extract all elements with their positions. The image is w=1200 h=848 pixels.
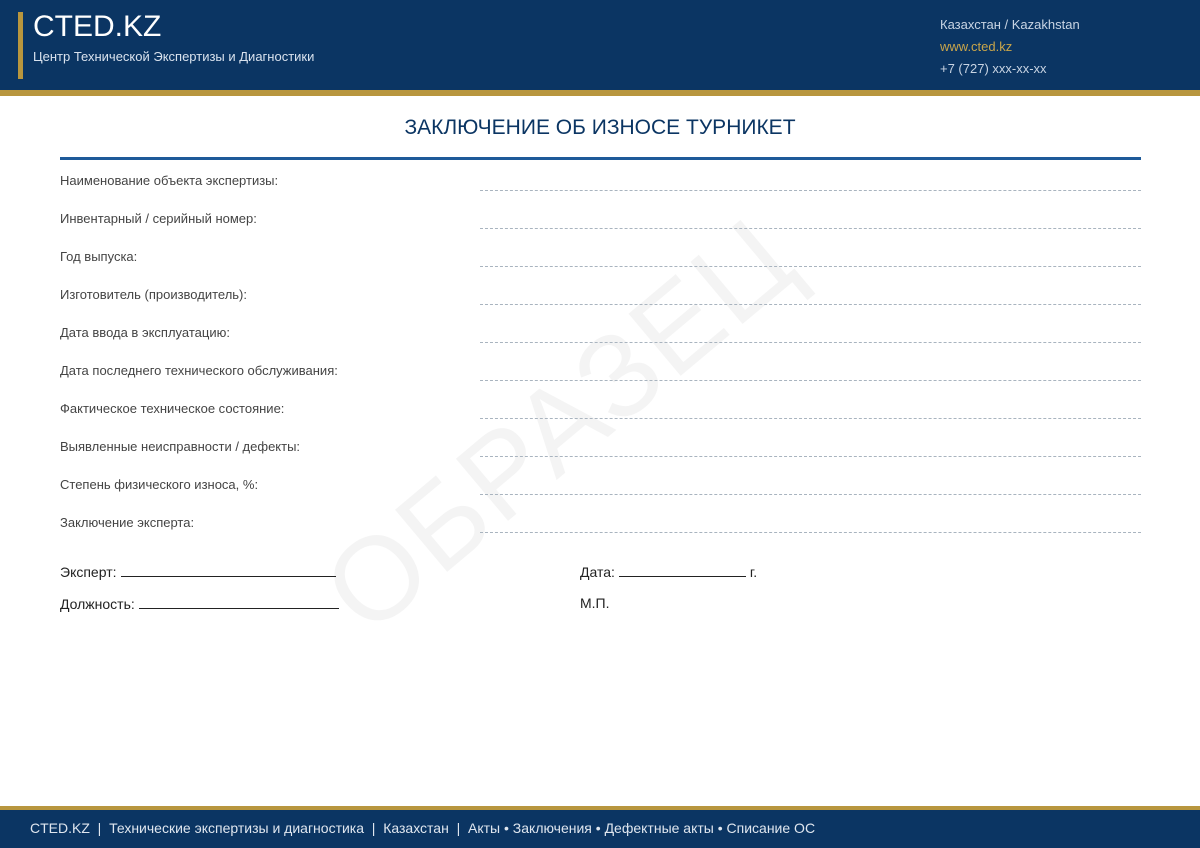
contact-country: Казахстан / Kazakhstan <box>940 17 1080 32</box>
field-fill-line[interactable] <box>480 342 1141 343</box>
contact-website[interactable]: www.cted.kz <box>940 39 1013 54</box>
field-label: Инвентарный / серийный номер: <box>60 211 257 226</box>
brand-title: CTED.KZ <box>33 10 162 43</box>
field-fill-line[interactable] <box>480 494 1141 495</box>
title-underline <box>60 157 1141 160</box>
year-suffix: г. <box>749 564 758 580</box>
stamp-place: М.П. <box>580 595 610 611</box>
position-line[interactable] <box>139 594 339 609</box>
field-label: Дата последнего технического обслуживания: <box>60 363 338 378</box>
field-fill-line[interactable] <box>480 456 1141 457</box>
date-line[interactable] <box>619 562 746 577</box>
expert-signature-line[interactable] <box>121 562 336 577</box>
field-fill-line[interactable] <box>480 266 1141 267</box>
header-band <box>0 0 1200 90</box>
field-label: Выявленные неисправности / дефекты: <box>60 439 301 454</box>
field-label: Фактическое техническое состояние: <box>60 401 285 416</box>
field-label: Степень физического износа, %: <box>60 477 259 492</box>
field-label: Год выпуска: <box>60 249 138 264</box>
field-fill-line[interactable] <box>480 532 1141 533</box>
brand-subtitle: Центр Технической Экспертизы и Диагностики <box>33 49 315 64</box>
field-fill-line[interactable] <box>480 228 1141 229</box>
expert-label: Эксперт: <box>60 564 117 580</box>
footer-band <box>0 810 1200 848</box>
date-row <box>580 562 757 581</box>
field-label: Наименование объекта экспертизы: <box>60 173 279 188</box>
field-label: Заключение эксперта: <box>60 515 195 530</box>
field-fill-line[interactable] <box>480 380 1141 381</box>
date-label: Дата: <box>580 564 615 580</box>
field-fill-line[interactable] <box>480 190 1141 191</box>
brand-accent-bar <box>18 12 23 79</box>
watermark <box>298 190 821 660</box>
contact-phone: +7 (727) xxx-xx-xx <box>940 61 1047 76</box>
expert-signature-row <box>60 562 340 581</box>
header-gold-stripe <box>0 90 1200 96</box>
field-label: Изготовитель (производитель): <box>60 287 247 302</box>
document-title: ЗАКЛЮЧЕНИЕ ОБ ИЗНОСЕ ТУРНИКЕТ <box>404 116 796 139</box>
position-label: Должность: <box>60 596 135 612</box>
footer-text: CTED.KZ | Технические экспертизы и диагностика | Казахстан | Акты • Заключения • Дефектные акты • Списание ОС <box>30 820 816 836</box>
field-fill-line[interactable] <box>480 418 1141 419</box>
field-fill-line[interactable] <box>480 304 1141 305</box>
position-row <box>60 594 343 613</box>
field-label: Дата ввода в эксплуатацию: <box>60 325 230 340</box>
